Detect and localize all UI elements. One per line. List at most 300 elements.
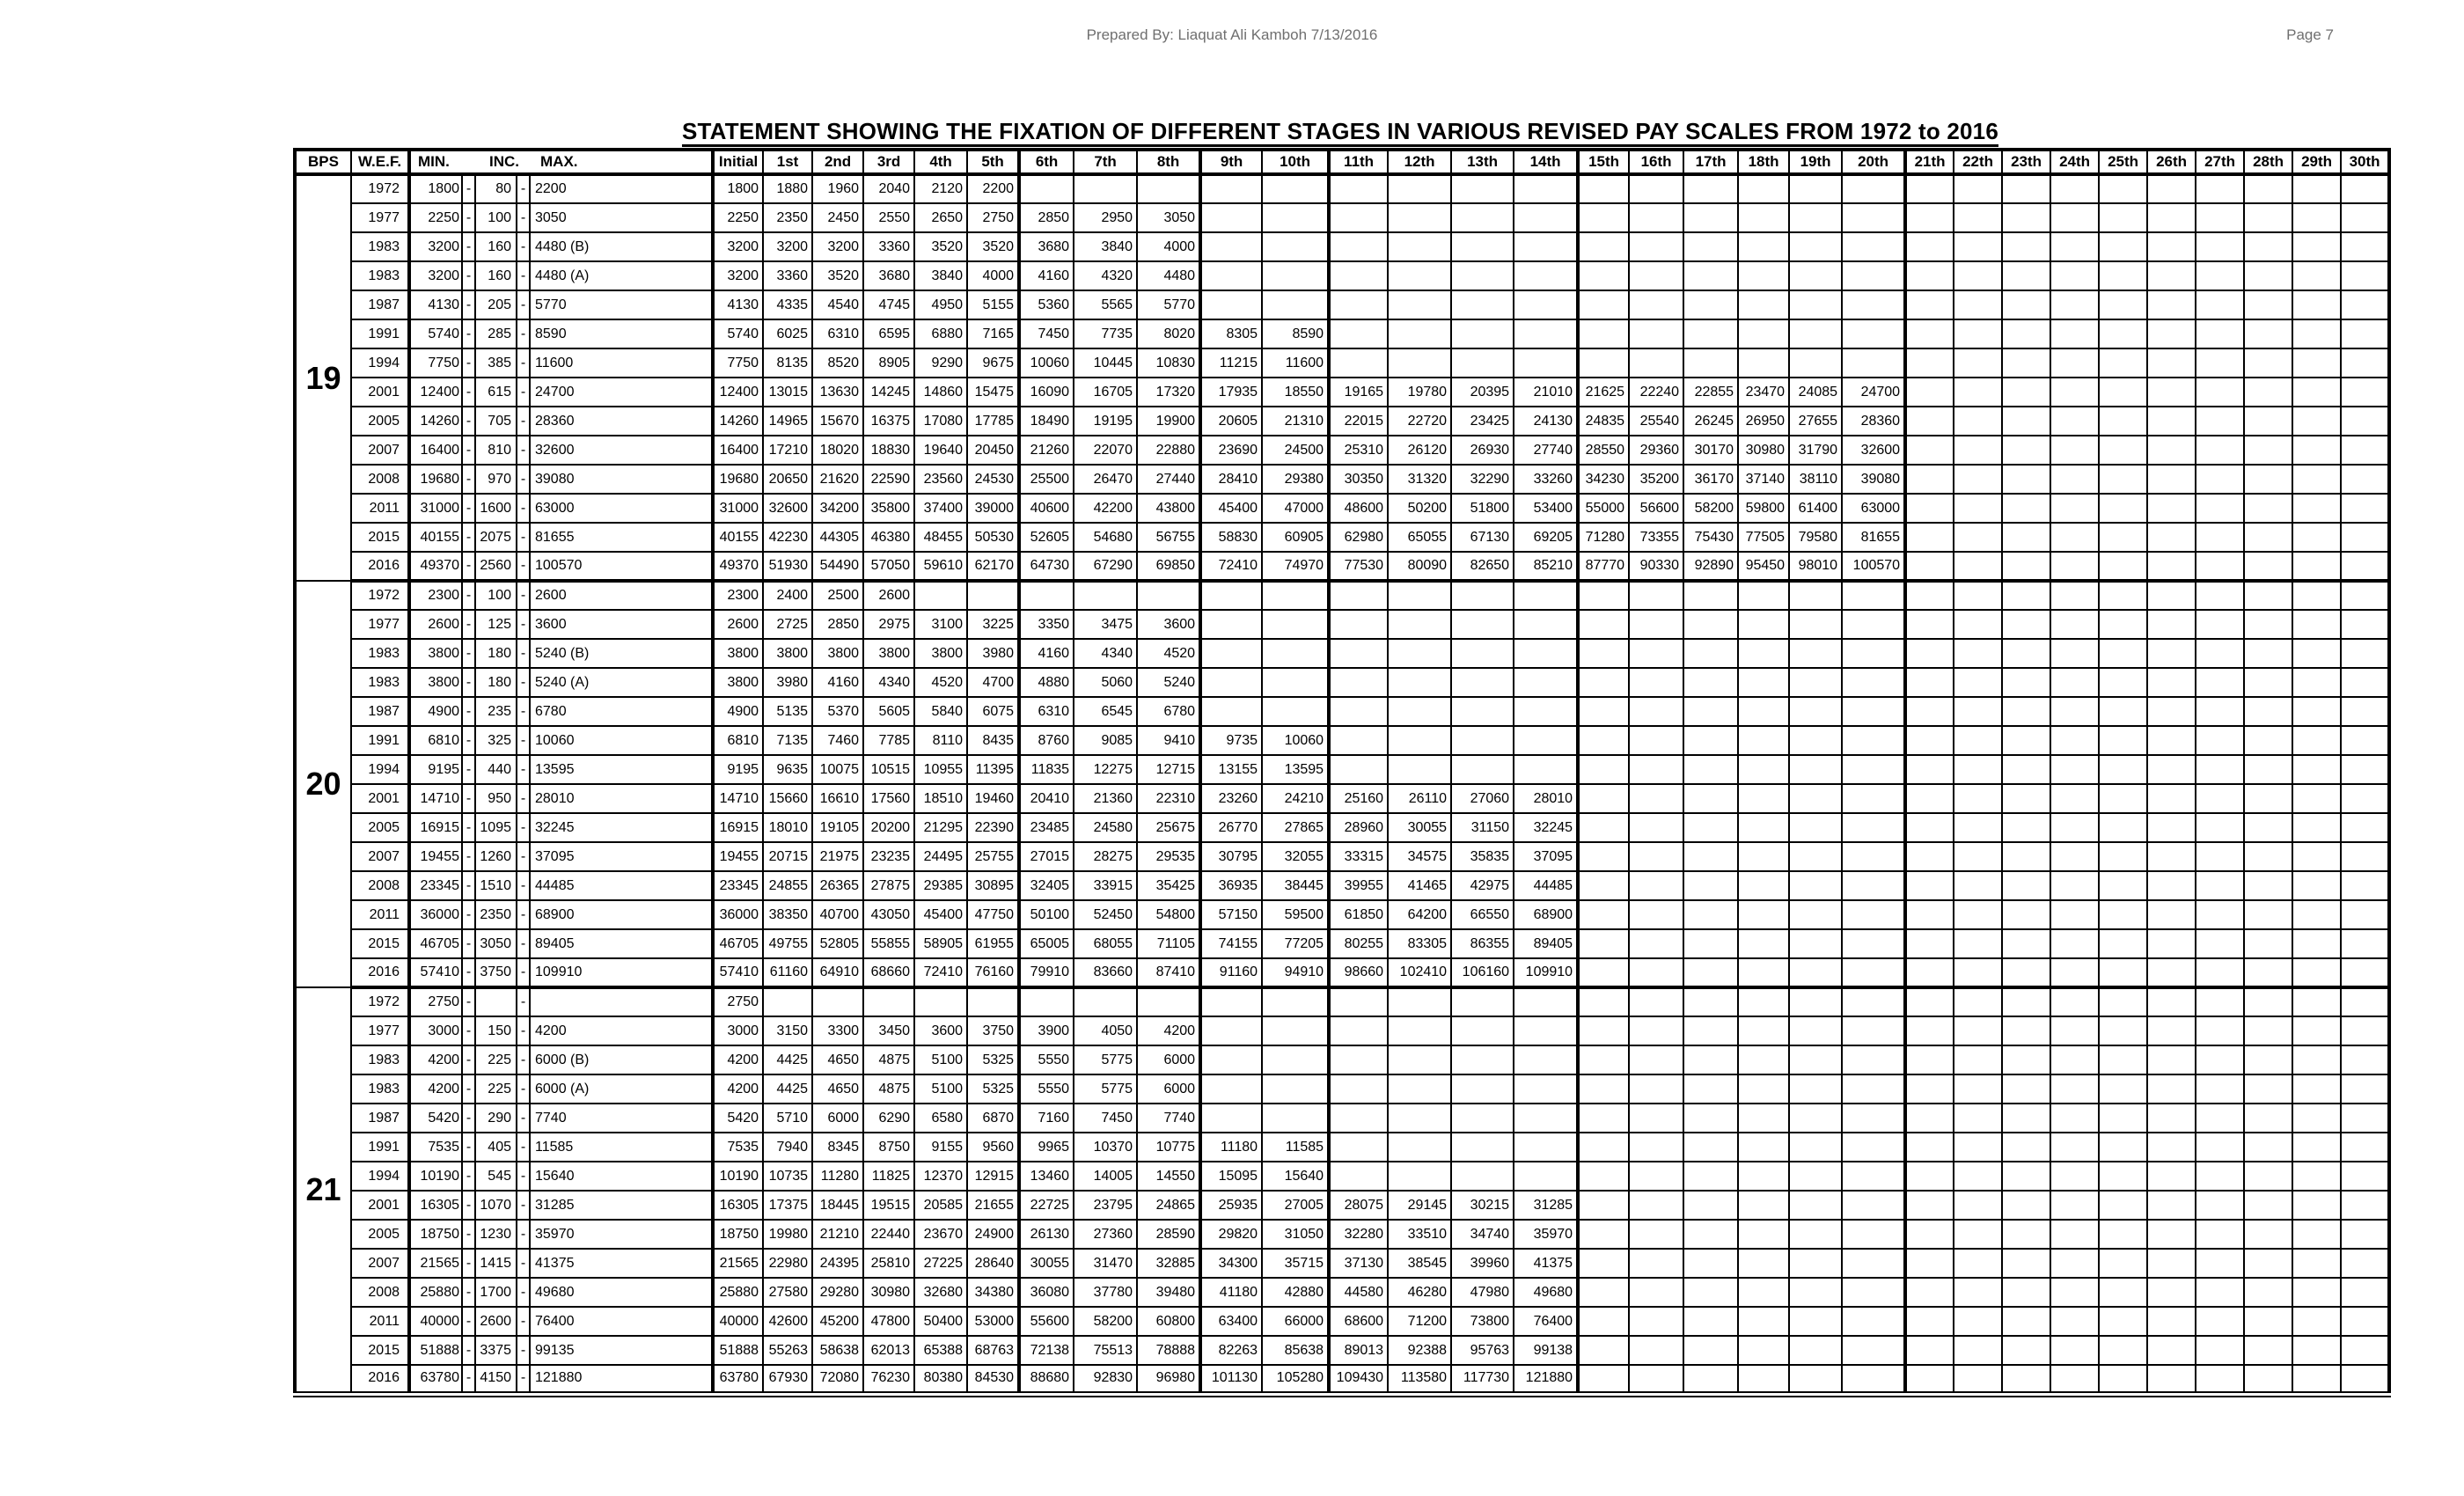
stage-cell-26th bbox=[2147, 1220, 2196, 1249]
stage-cell-22th bbox=[1954, 610, 2002, 639]
stage-cell-4th: 9290 bbox=[914, 348, 967, 378]
stage-cell-27th bbox=[2196, 174, 2244, 203]
col-header-bps: BPS bbox=[295, 150, 351, 174]
stage-cell-27th bbox=[2196, 1162, 2244, 1191]
min-cell: 10190 bbox=[409, 1162, 462, 1191]
dash-cell: - bbox=[517, 929, 530, 958]
stage-cell-19th bbox=[1789, 958, 1842, 987]
pay-row-bps20-2008 bbox=[295, 871, 2389, 900]
max-cell: 15640 bbox=[530, 1162, 713, 1191]
stage-cell-24th bbox=[2050, 639, 2099, 668]
stage-cell-8th: 4480 bbox=[1137, 261, 1200, 290]
stage-cell-15th bbox=[1578, 813, 1629, 842]
stage-cell-2nd: 21210 bbox=[812, 1220, 863, 1249]
dash-cell: - bbox=[462, 784, 475, 813]
stage-cell-30th bbox=[2341, 697, 2389, 726]
stage-cell-20th bbox=[1842, 581, 1905, 610]
dash-cell: - bbox=[462, 1074, 475, 1104]
stage-cell-29th bbox=[2292, 1278, 2341, 1307]
stage-cell-7th: 7735 bbox=[1074, 319, 1137, 348]
stage-cell-28th bbox=[2244, 639, 2292, 668]
stage-cell-25th bbox=[2099, 1104, 2147, 1133]
max-cell: 5240 (B) bbox=[530, 639, 713, 668]
stage-cell-19th bbox=[1789, 1307, 1842, 1336]
stage-cell-21th bbox=[1905, 348, 1954, 378]
stage-cell-28th bbox=[2244, 494, 2292, 523]
stage-cell-14th bbox=[1514, 668, 1578, 697]
initial-cell: 5420 bbox=[713, 1104, 763, 1133]
inc-label: INC. bbox=[489, 153, 519, 170]
stage-cell-7th: 3840 bbox=[1074, 232, 1137, 261]
stage-cell-6th bbox=[1019, 174, 1074, 203]
stage-cell-8th: 12715 bbox=[1137, 755, 1200, 784]
stage-cell-25th bbox=[2099, 407, 2147, 436]
stage-cell-6th: 32405 bbox=[1019, 871, 1074, 900]
stage-cell-11th bbox=[1329, 1133, 1388, 1162]
stage-cell-22th bbox=[1954, 726, 2002, 755]
stage-cell-6th: 10060 bbox=[1019, 348, 1074, 378]
stage-cell-28th bbox=[2244, 378, 2292, 407]
stage-cell-11th: 32280 bbox=[1329, 1220, 1388, 1249]
stage-cell-15th bbox=[1578, 1074, 1629, 1104]
stage-cell-26th bbox=[2147, 1104, 2196, 1133]
stage-cell-26th bbox=[2147, 1016, 2196, 1045]
stage-cell-5th: 21655 bbox=[967, 1191, 1019, 1220]
stage-cell-6th: 79910 bbox=[1019, 958, 1074, 987]
wef-cell: 2011 bbox=[351, 1307, 409, 1336]
stage-cell-27th bbox=[2196, 842, 2244, 871]
wef-cell: 1994 bbox=[351, 348, 409, 378]
min-cell: 19455 bbox=[409, 842, 462, 871]
stage-cell-5th: 12915 bbox=[967, 1162, 1019, 1191]
stage-cell-4th: 65388 bbox=[914, 1336, 967, 1365]
stage-cell-12th: 29145 bbox=[1388, 1191, 1451, 1220]
stage-cell-20th bbox=[1842, 1104, 1905, 1133]
stage-cell-2nd: 2500 bbox=[812, 581, 863, 610]
stage-cell-22th bbox=[1954, 1307, 2002, 1336]
stage-cell-16th bbox=[1629, 348, 1683, 378]
stage-cell-3rd: 2040 bbox=[863, 174, 914, 203]
initial-cell: 19680 bbox=[713, 465, 763, 494]
stage-cell-23th bbox=[2002, 1133, 2050, 1162]
stage-cell-8th: 22310 bbox=[1137, 784, 1200, 813]
dash-cell: - bbox=[517, 1016, 530, 1045]
stage-cell-9th: 58830 bbox=[1200, 523, 1262, 552]
stage-cell-13th: 35835 bbox=[1451, 842, 1514, 871]
stage-cell-6th: 3900 bbox=[1019, 1016, 1074, 1045]
stage-cell-7th: 19195 bbox=[1074, 407, 1137, 436]
dash-cell: - bbox=[462, 610, 475, 639]
stage-cell-23th bbox=[2002, 174, 2050, 203]
stage-cell-21th bbox=[1905, 842, 1954, 871]
stage-cell-5th: 47750 bbox=[967, 900, 1019, 929]
stage-cell-13th bbox=[1451, 348, 1514, 378]
stage-cell-25th bbox=[2099, 813, 2147, 842]
inc-cell: 1260 bbox=[475, 842, 517, 871]
stage-cell-20th bbox=[1842, 1336, 1905, 1365]
stage-cell-3rd: 6595 bbox=[863, 319, 914, 348]
stage-cell-22th bbox=[1954, 232, 2002, 261]
stage-cell-21th bbox=[1905, 523, 1954, 552]
stage-cell-17th bbox=[1683, 203, 1738, 232]
initial-cell: 16400 bbox=[713, 436, 763, 465]
stage-cell-11th: 28960 bbox=[1329, 813, 1388, 842]
stage-cell-28th bbox=[2244, 1074, 2292, 1104]
stage-cell-18th: 26950 bbox=[1738, 407, 1789, 436]
stage-cell-1st: 3150 bbox=[763, 1016, 812, 1045]
max-cell: 99135 bbox=[530, 1336, 713, 1365]
stage-cell-1st: 3980 bbox=[763, 668, 812, 697]
stage-cell-15th bbox=[1578, 1365, 1629, 1394]
stage-cell-9th: 15095 bbox=[1200, 1162, 1262, 1191]
stage-cell-19th bbox=[1789, 1365, 1842, 1394]
stage-cell-26th bbox=[2147, 1074, 2196, 1104]
stage-cell-27th bbox=[2196, 813, 2244, 842]
bps-group-label: 20 bbox=[295, 581, 351, 987]
stage-cell-22th bbox=[1954, 1365, 2002, 1394]
stage-cell-15th bbox=[1578, 581, 1629, 610]
pay-row-bps19-1991 bbox=[295, 319, 2389, 348]
stage-cell-23th bbox=[2002, 1278, 2050, 1307]
initial-cell: 4900 bbox=[713, 697, 763, 726]
stage-cell-15th: 87770 bbox=[1578, 552, 1629, 581]
stage-cell-17th bbox=[1683, 1016, 1738, 1045]
stage-cell-27th bbox=[2196, 726, 2244, 755]
max-cell: 37095 bbox=[530, 842, 713, 871]
min-cell: 25880 bbox=[409, 1278, 462, 1307]
stage-cell-20th bbox=[1842, 813, 1905, 842]
dash-cell: - bbox=[462, 668, 475, 697]
stage-cell-11th: 48600 bbox=[1329, 494, 1388, 523]
dash-cell: - bbox=[462, 900, 475, 929]
stage-cell-16th bbox=[1629, 261, 1683, 290]
stage-cell-26th bbox=[2147, 668, 2196, 697]
max-cell bbox=[530, 987, 713, 1016]
min-cell: 5740 bbox=[409, 319, 462, 348]
stage-cell-24th bbox=[2050, 203, 2099, 232]
stage-cell-1st: 61160 bbox=[763, 958, 812, 987]
stage-cell-27th bbox=[2196, 1365, 2244, 1394]
stage-cell-13th bbox=[1451, 203, 1514, 232]
stage-cell-27th bbox=[2196, 900, 2244, 929]
inc-cell: 385 bbox=[475, 348, 517, 378]
stage-cell-28th bbox=[2244, 1191, 2292, 1220]
stage-cell-20th bbox=[1842, 1220, 1905, 1249]
stage-cell-21th bbox=[1905, 900, 1954, 929]
stage-cell-10th: 59500 bbox=[1262, 900, 1329, 929]
stage-cell-8th: 69850 bbox=[1137, 552, 1200, 581]
min-cell: 2250 bbox=[409, 203, 462, 232]
stage-cell-12th bbox=[1388, 987, 1451, 1016]
stage-cell-5th: 4000 bbox=[967, 261, 1019, 290]
stage-cell-22th bbox=[1954, 755, 2002, 784]
stage-cell-17th bbox=[1683, 958, 1738, 987]
stage-cell-30th bbox=[2341, 987, 2389, 1016]
stage-cell-23th bbox=[2002, 813, 2050, 842]
stage-cell-29th bbox=[2292, 813, 2341, 842]
stage-cell-22th bbox=[1954, 581, 2002, 610]
stage-cell-23th bbox=[2002, 261, 2050, 290]
stage-cell-7th: 23795 bbox=[1074, 1191, 1137, 1220]
stage-cell-17th bbox=[1683, 726, 1738, 755]
stage-cell-22th bbox=[1954, 174, 2002, 203]
stage-cell-27th bbox=[2196, 755, 2244, 784]
stage-cell-15th bbox=[1578, 348, 1629, 378]
stage-cell-10th bbox=[1262, 261, 1329, 290]
stage-cell-9th: 26770 bbox=[1200, 813, 1262, 842]
stage-cell-3rd: 22590 bbox=[863, 465, 914, 494]
stage-cell-19th bbox=[1789, 1336, 1842, 1365]
max-cell: 4200 bbox=[530, 1016, 713, 1045]
stage-cell-8th: 43800 bbox=[1137, 494, 1200, 523]
stage-cell-8th: 32885 bbox=[1137, 1249, 1200, 1278]
stage-cell-1st: 20650 bbox=[763, 465, 812, 494]
stage-cell-26th bbox=[2147, 610, 2196, 639]
stage-cell-23th bbox=[2002, 755, 2050, 784]
stage-cell-22th bbox=[1954, 1162, 2002, 1191]
stage-cell-30th bbox=[2341, 1336, 2389, 1365]
max-cell: 109910 bbox=[530, 958, 713, 987]
stage-cell-7th: 67290 bbox=[1074, 552, 1137, 581]
stage-cell-14th: 24130 bbox=[1514, 407, 1578, 436]
stage-cell-4th: 5100 bbox=[914, 1074, 967, 1104]
stage-cell-2nd: 4650 bbox=[812, 1074, 863, 1104]
stage-cell-9th: 63400 bbox=[1200, 1307, 1262, 1336]
stage-cell-28th bbox=[2244, 610, 2292, 639]
stage-cell-15th bbox=[1578, 1307, 1629, 1336]
stage-cell-29th bbox=[2292, 261, 2341, 290]
max-cell: 63000 bbox=[530, 494, 713, 523]
stage-cell-14th: 49680 bbox=[1514, 1278, 1578, 1307]
stage-cell-20th bbox=[1842, 610, 1905, 639]
stage-cell-12th: 26120 bbox=[1388, 436, 1451, 465]
stage-cell-24th bbox=[2050, 1162, 2099, 1191]
stage-cell-14th: 89405 bbox=[1514, 929, 1578, 958]
stage-cell-9th: 29820 bbox=[1200, 1220, 1262, 1249]
stage-cell-9th: 28410 bbox=[1200, 465, 1262, 494]
stage-cell-3rd: 10515 bbox=[863, 755, 914, 784]
stage-cell-16th bbox=[1629, 232, 1683, 261]
initial-cell: 23345 bbox=[713, 871, 763, 900]
inc-cell: 810 bbox=[475, 436, 517, 465]
stage-cell-16th: 22240 bbox=[1629, 378, 1683, 407]
stage-cell-23th bbox=[2002, 290, 2050, 319]
dash-cell: - bbox=[517, 232, 530, 261]
wef-cell: 2007 bbox=[351, 1249, 409, 1278]
dash-cell: - bbox=[462, 1162, 475, 1191]
stage-cell-28th bbox=[2244, 929, 2292, 958]
stage-cell-27th bbox=[2196, 1307, 2244, 1336]
stage-cell-15th bbox=[1578, 203, 1629, 232]
stage-cell-17th bbox=[1683, 1162, 1738, 1191]
bps-group-label: 19 bbox=[295, 174, 351, 581]
dash-cell: - bbox=[517, 755, 530, 784]
pay-row-bps20-1972 bbox=[295, 581, 2389, 610]
pay-row-bps21-2016 bbox=[295, 1365, 2389, 1394]
stage-cell-26th bbox=[2147, 494, 2196, 523]
stage-cell-12th bbox=[1388, 1045, 1451, 1074]
stage-cell-17th bbox=[1683, 232, 1738, 261]
inc-cell: 545 bbox=[475, 1162, 517, 1191]
stage-cell-19th bbox=[1789, 726, 1842, 755]
stage-cell-4th: 29385 bbox=[914, 871, 967, 900]
stage-cell-10th: 105280 bbox=[1262, 1365, 1329, 1394]
stage-cell-25th bbox=[2099, 319, 2147, 348]
stage-cell-8th: 19900 bbox=[1137, 407, 1200, 436]
stage-cell-19th bbox=[1789, 987, 1842, 1016]
stage-cell-23th bbox=[2002, 203, 2050, 232]
dash-cell: - bbox=[517, 261, 530, 290]
stage-cell-23th bbox=[2002, 348, 2050, 378]
stage-cell-11th bbox=[1329, 203, 1388, 232]
stage-cell-7th bbox=[1074, 987, 1137, 1016]
stage-cell-26th bbox=[2147, 1336, 2196, 1365]
stage-cell-19th bbox=[1789, 1016, 1842, 1045]
stage-cell-10th: 35715 bbox=[1262, 1249, 1329, 1278]
stage-cell-4th: 23560 bbox=[914, 465, 967, 494]
stage-cell-16th: 29360 bbox=[1629, 436, 1683, 465]
min-cell: 1800 bbox=[409, 174, 462, 203]
stage-cell-15th bbox=[1578, 261, 1629, 290]
stage-cell-14th bbox=[1514, 1016, 1578, 1045]
dash-cell: - bbox=[462, 174, 475, 203]
stage-cell-6th: 3680 bbox=[1019, 232, 1074, 261]
pay-row-bps19-1972 bbox=[295, 174, 2389, 203]
stage-cell-5th: 5325 bbox=[967, 1074, 1019, 1104]
stage-cell-2nd: 11280 bbox=[812, 1162, 863, 1191]
dash-cell: - bbox=[462, 697, 475, 726]
stage-cell-10th: 11585 bbox=[1262, 1133, 1329, 1162]
stage-cell-7th: 75513 bbox=[1074, 1336, 1137, 1365]
stage-cell-13th: 86355 bbox=[1451, 929, 1514, 958]
stage-cell-11th bbox=[1329, 1045, 1388, 1074]
stage-cell-10th bbox=[1262, 581, 1329, 610]
dash-cell: - bbox=[517, 1336, 530, 1365]
max-cell: 121880 bbox=[530, 1365, 713, 1394]
stage-cell-8th bbox=[1137, 987, 1200, 1016]
stage-cell-5th: 17785 bbox=[967, 407, 1019, 436]
stage-cell-15th bbox=[1578, 697, 1629, 726]
stage-cell-26th bbox=[2147, 1191, 2196, 1220]
stage-cell-22th bbox=[1954, 784, 2002, 813]
col-header-stage-9th: 9th bbox=[1200, 150, 1262, 174]
stage-cell-9th bbox=[1200, 610, 1262, 639]
stage-cell-19th bbox=[1789, 755, 1842, 784]
stage-cell-22th bbox=[1954, 494, 2002, 523]
stage-cell-6th: 4160 bbox=[1019, 639, 1074, 668]
stage-cell-27th bbox=[2196, 290, 2244, 319]
wef-cell: 2005 bbox=[351, 1220, 409, 1249]
stage-cell-18th bbox=[1738, 726, 1789, 755]
stage-cell-3rd: 7785 bbox=[863, 726, 914, 755]
stage-cell-16th bbox=[1629, 697, 1683, 726]
min-cell: 40000 bbox=[409, 1307, 462, 1336]
stage-cell-27th bbox=[2196, 668, 2244, 697]
stage-cell-29th bbox=[2292, 697, 2341, 726]
stage-cell-24th bbox=[2050, 407, 2099, 436]
stage-cell-11th bbox=[1329, 1104, 1388, 1133]
stage-cell-11th: 25310 bbox=[1329, 436, 1388, 465]
stage-cell-24th bbox=[2050, 581, 2099, 610]
stage-cell-11th: 33315 bbox=[1329, 842, 1388, 871]
min-cell: 4130 bbox=[409, 290, 462, 319]
stage-cell-18th bbox=[1738, 755, 1789, 784]
max-cell: 100570 bbox=[530, 552, 713, 581]
stage-cell-9th: 13155 bbox=[1200, 755, 1262, 784]
stage-cell-25th bbox=[2099, 1220, 2147, 1249]
stage-cell-19th bbox=[1789, 1278, 1842, 1307]
stage-cell-14th: 28010 bbox=[1514, 784, 1578, 813]
stage-cell-9th: 34300 bbox=[1200, 1249, 1262, 1278]
stage-cell-11th bbox=[1329, 668, 1388, 697]
stage-cell-20th bbox=[1842, 842, 1905, 871]
stage-cell-4th: 9155 bbox=[914, 1133, 967, 1162]
stage-cell-13th: 82650 bbox=[1451, 552, 1514, 581]
stage-cell-12th: 30055 bbox=[1388, 813, 1451, 842]
pay-row-bps21-2008 bbox=[295, 1278, 2389, 1307]
wef-cell: 1972 bbox=[351, 987, 409, 1016]
stage-cell-24th bbox=[2050, 232, 2099, 261]
stage-cell-6th: 20410 bbox=[1019, 784, 1074, 813]
header-row bbox=[295, 150, 2389, 174]
stage-cell-4th: 59610 bbox=[914, 552, 967, 581]
min-cell: 63780 bbox=[409, 1365, 462, 1394]
stage-cell-29th bbox=[2292, 290, 2341, 319]
inc-cell: 225 bbox=[475, 1045, 517, 1074]
max-cell: 41375 bbox=[530, 1249, 713, 1278]
stage-cell-20th bbox=[1842, 290, 1905, 319]
stage-cell-21th bbox=[1905, 987, 1954, 1016]
stage-cell-2nd: 3520 bbox=[812, 261, 863, 290]
stage-cell-28th bbox=[2244, 232, 2292, 261]
stage-cell-16th bbox=[1629, 1249, 1683, 1278]
stage-cell-17th bbox=[1683, 900, 1738, 929]
stage-cell-2nd: 24395 bbox=[812, 1249, 863, 1278]
stage-cell-21th bbox=[1905, 407, 1954, 436]
stage-cell-22th bbox=[1954, 987, 2002, 1016]
stage-cell-15th bbox=[1578, 755, 1629, 784]
stage-cell-8th: 54800 bbox=[1137, 900, 1200, 929]
stage-cell-29th bbox=[2292, 319, 2341, 348]
dash-cell: - bbox=[517, 378, 530, 407]
stage-cell-7th: 33915 bbox=[1074, 871, 1137, 900]
stage-cell-6th: 8760 bbox=[1019, 726, 1074, 755]
stage-cell-20th bbox=[1842, 1307, 1905, 1336]
stage-cell-24th bbox=[2050, 261, 2099, 290]
stage-cell-17th: 26245 bbox=[1683, 407, 1738, 436]
stage-cell-30th bbox=[2341, 1307, 2389, 1336]
stage-cell-7th: 92830 bbox=[1074, 1365, 1137, 1394]
stage-cell-12th bbox=[1388, 610, 1451, 639]
stage-cell-16th bbox=[1629, 1045, 1683, 1074]
stage-cell-26th bbox=[2147, 639, 2196, 668]
stage-cell-22th bbox=[1954, 1104, 2002, 1133]
stage-cell-24th bbox=[2050, 958, 2099, 987]
stage-cell-14th bbox=[1514, 1045, 1578, 1074]
stage-cell-13th: 39960 bbox=[1451, 1249, 1514, 1278]
min-cell: 23345 bbox=[409, 871, 462, 900]
stage-cell-30th bbox=[2341, 1249, 2389, 1278]
stage-cell-21th bbox=[1905, 1307, 1954, 1336]
max-cell: 5770 bbox=[530, 290, 713, 319]
stage-cell-16th: 73355 bbox=[1629, 523, 1683, 552]
stage-cell-6th: 36080 bbox=[1019, 1278, 1074, 1307]
stage-cell-9th bbox=[1200, 1016, 1262, 1045]
dash-cell: - bbox=[517, 958, 530, 987]
pay-row-bps19-1983 bbox=[295, 232, 2389, 261]
inc-cell: 235 bbox=[475, 697, 517, 726]
stage-cell-15th bbox=[1578, 1045, 1629, 1074]
